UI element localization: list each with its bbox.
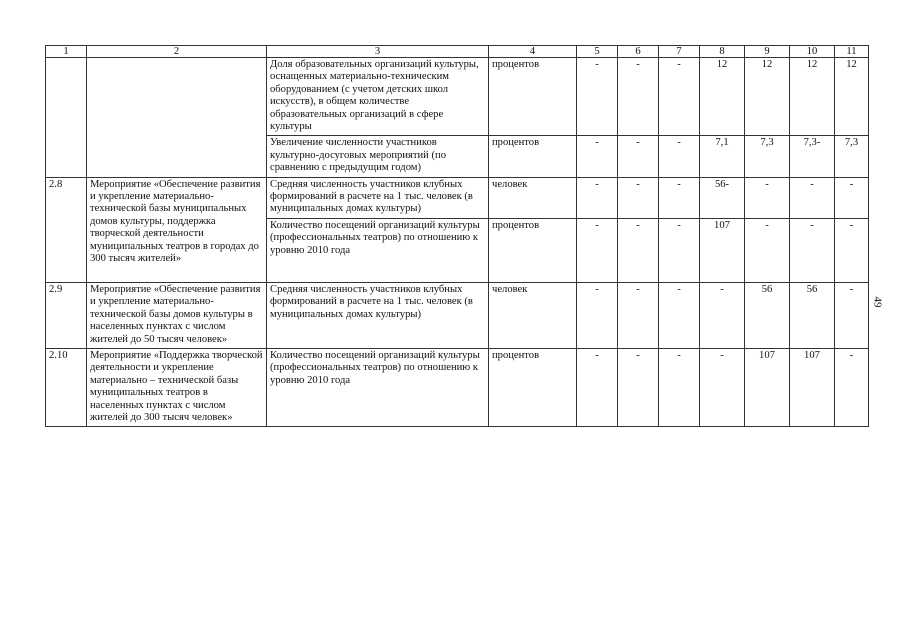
page-number: 49 [871,296,884,308]
unit-cell: человек [489,282,577,348]
value-cell: - [618,177,659,218]
measure-name-cell: Мероприятие «Поддержка творческой деятельности и укрепление материально – технической базы муниципальных театров в населенных пунктах с числом жителей до 300 тысяч человек» [87,348,267,426]
value-cell: - [659,177,700,218]
indicator-cell: Количество посещений организаций культуры (профессиональных театров) по отношению к уровню 2010 года [267,218,489,282]
header-cell: 2 [87,46,267,58]
table-row [46,177,869,218]
value-cell: - [659,218,700,282]
header-cell: 1 [46,46,87,58]
unit-cell: процентов [489,58,577,136]
header-row [46,46,869,58]
row-number-cell: 2.10 [46,348,87,426]
value-cell: 107 [745,348,790,426]
value-cell: 12 [835,58,869,136]
row-number-cell: 2.8 [46,177,87,282]
value-cell: - [577,282,618,348]
value-cell: - [790,218,835,282]
header-cell: 9 [745,46,790,58]
header-cell: 10 [790,46,835,58]
value-cell: 7,3 [835,136,869,177]
measure-name-cell [87,58,267,178]
measure-name-cell: Мероприятие «Обеспечение развития и укрепление материально- технической базы муниципальных домов культуры, поддержка творческой деятельности муниципальных театров в городах до 300 тысяч жителей» [87,177,267,282]
header-cell: 7 [659,46,700,58]
row-number-cell [46,58,87,178]
table-row [46,58,869,136]
value-cell: 7,1 [700,136,745,177]
value-cell: - [618,348,659,426]
value-cell: 12 [790,58,835,136]
value-cell: - [618,136,659,177]
header-cell: 3 [267,46,489,58]
table-row [46,282,869,348]
value-cell: - [745,218,790,282]
value-cell: 7,3- [790,136,835,177]
value-cell: 56- [700,177,745,218]
value-cell: - [659,58,700,136]
value-cell: - [577,218,618,282]
value-cell: 107 [790,348,835,426]
table-row [46,348,869,426]
value-cell: - [835,282,869,348]
header-cell: 4 [489,46,577,58]
indicators-table [45,45,869,427]
row-number-cell: 2.9 [46,282,87,348]
indicator-cell: Средняя численность участников клубных формирований в расчете на 1 тыс. человек (в муниципальных домах культуры) [267,282,489,348]
value-cell: - [618,282,659,348]
value-cell: 56 [790,282,835,348]
value-cell: 12 [745,58,790,136]
measure-name-cell: Мероприятие «Обеспечение развития и укрепление материально-технической базы домов культуры в населенных пунктах с числом жителей до 50 тысяч человек» [87,282,267,348]
value-cell: 107 [700,218,745,282]
value-cell: - [700,282,745,348]
value-cell: - [577,348,618,426]
unit-cell: процентов [489,218,577,282]
value-cell: - [745,177,790,218]
value-cell: 56 [745,282,790,348]
value-cell: - [700,348,745,426]
value-cell: - [577,136,618,177]
header-cell: 8 [700,46,745,58]
unit-cell: процентов [489,136,577,177]
value-cell: - [659,282,700,348]
header-cell: 5 [577,46,618,58]
indicator-cell: Количество посещений организаций культуры (профессиональных театров) по отношению к уровню 2010 года [267,348,489,426]
indicator-cell: Доля образовательных организаций культуры, оснащенных материально-техническим оборудованием (с учетом детских школ искусств), в общем количестве образовательных организаций в сфере культуры [267,58,489,136]
value-cell: 7,3 [745,136,790,177]
value-cell: - [835,177,869,218]
value-cell: - [577,58,618,136]
value-cell: - [659,348,700,426]
indicator-cell: Средняя численность участников клубных формирований в расчете на 1 тыс. человек (в муниципальных домах культуры) [267,177,489,218]
value-cell: - [835,348,869,426]
header-cell: 11 [835,46,869,58]
value-cell: - [577,177,618,218]
unit-cell: человек [489,177,577,218]
value-cell: - [790,177,835,218]
value-cell: - [659,136,700,177]
indicator-cell: Увеличение численности участников культурно-досуговых мероприятий (по сравнению с предыдущим годом) [267,136,489,177]
value-cell: - [618,218,659,282]
value-cell: - [835,218,869,282]
value-cell: 12 [700,58,745,136]
unit-cell: процентов [489,348,577,426]
value-cell: - [618,58,659,136]
header-cell: 6 [618,46,659,58]
